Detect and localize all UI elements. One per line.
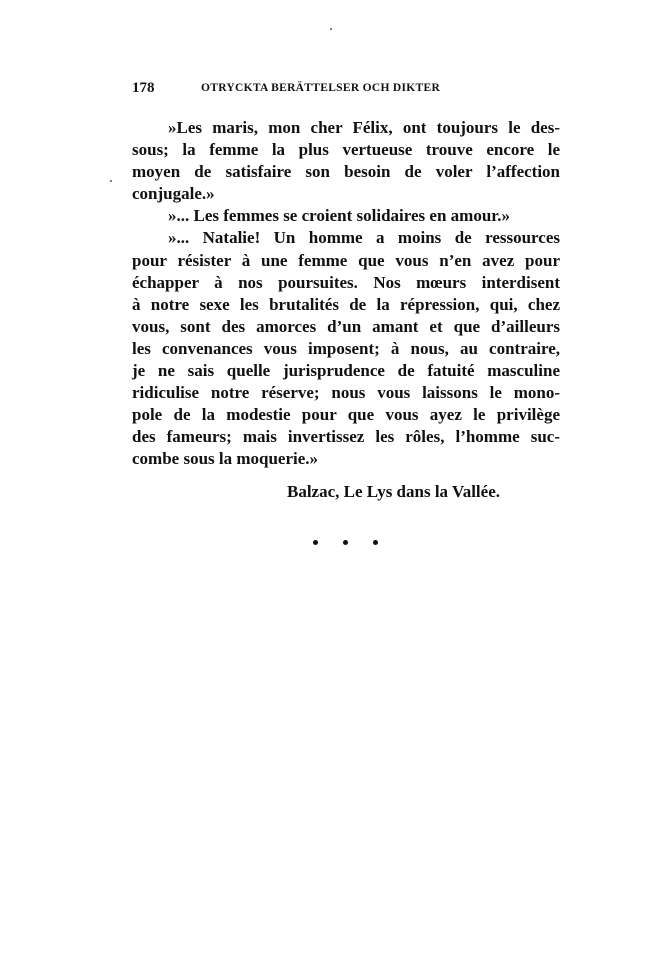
page-number: 178	[132, 80, 155, 96]
ornament-dot	[313, 540, 318, 545]
text-line: moyen de satisfaire son besoin de voler l’affection	[132, 162, 560, 182]
text-line: pour résister à une femme que vous n’en avez pour	[132, 250, 560, 270]
text-line: à notre sexe les brutalités de la répression, qui, chez	[132, 294, 560, 314]
body-text	[132, 117, 560, 471]
ornament-dot	[343, 540, 348, 545]
text-line: pole de la modestie pour que vous ayez le privilège	[132, 405, 560, 425]
scan-speck	[110, 180, 112, 182]
text-line: combe sous la moquerie.»	[132, 449, 319, 469]
text-line: »... Natalie! Un homme a moins de ressources	[168, 228, 560, 248]
text-line: les convenances vous imposent; à nous, au contraire,	[132, 338, 560, 358]
text-line: échapper à nos poursuites. Nos mœurs interdisent	[132, 272, 560, 292]
attribution: Balzac, Le Lys dans la Vallée.	[287, 482, 500, 501]
text-line: »Les maris, mon cher Félix, ont toujours le des-	[168, 118, 560, 137]
text-line: ridiculise notre réserve; nous vous laissons le mono-	[132, 383, 560, 403]
ornament-dot	[373, 540, 378, 545]
page-header	[132, 80, 564, 100]
scan-speck	[330, 28, 332, 30]
text-line: »... Les femmes se croient solidaires en amour.»	[168, 206, 511, 226]
section-ornament	[305, 532, 385, 552]
paragraph	[132, 117, 560, 205]
text-line: je ne sais quelle jurisprudence de fatuité masculine	[132, 361, 560, 381]
text-line: des fameurs; mais invertissez les rôles, l’homme suc-	[132, 427, 560, 447]
paragraph	[132, 205, 560, 227]
text-line: conjugale.»	[132, 184, 215, 204]
running-title: OTRYCKTA BERÄTTELSER OCH DIKTER	[201, 82, 441, 94]
text-line: vous, sont des amorces d’un amant et que d’ailleurs	[132, 316, 560, 336]
text-line: sous; la femme la plus vertueuse trouve encore le	[132, 140, 560, 160]
paragraph	[132, 227, 560, 470]
